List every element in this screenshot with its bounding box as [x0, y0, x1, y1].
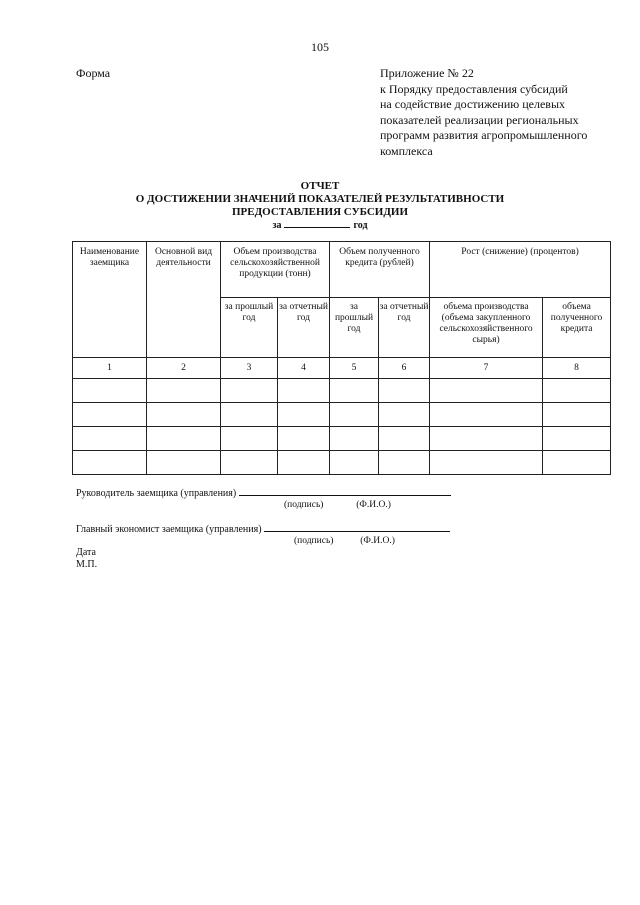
header-production-volume: Объем производства сельскохозяйственной продукции (тонн): [221, 242, 330, 298]
table-cell[interactable]: [543, 451, 611, 475]
table-cell[interactable]: [430, 379, 543, 403]
head-signature-block: [76, 486, 451, 510]
column-number: 1: [73, 358, 147, 379]
annex-line: комплекса: [380, 143, 433, 158]
table-cell[interactable]: [330, 403, 379, 427]
table-cell[interactable]: [278, 427, 330, 451]
head-signature-label: Руководитель заемщика (управления): [76, 488, 237, 499]
title-line-2: О ДОСТИЖЕНИИ ЗНАЧЕНИЙ ПОКАЗАТЕЛЕЙ РЕЗУЛЬТАТИВНОСТИ: [135, 193, 505, 205]
head-signature-line[interactable]: [239, 486, 451, 496]
table-cell[interactable]: [147, 451, 221, 475]
seal-label: М.П.: [76, 559, 98, 570]
form-label: Форма: [76, 66, 111, 80]
table-cell[interactable]: [379, 379, 430, 403]
header-borrower-name: Наименование заемщика: [73, 242, 147, 358]
column-number: 4: [278, 358, 330, 379]
footer-block: [76, 547, 97, 571]
header-production-prev-year: за прошлый год: [221, 298, 278, 358]
header-growth-production: объема производства (объема закупленного сельскохозяйственного сырья): [430, 298, 543, 358]
table-cell[interactable]: [73, 403, 147, 427]
report-title: [0, 180, 640, 232]
annex-line: на содействие достижению целевых: [380, 97, 566, 111]
header-main-activity: Основной вид деятельности: [147, 242, 221, 358]
table-row: [73, 403, 611, 427]
column-number: 3: [221, 358, 278, 379]
title-line-1: ОТЧЕТ: [300, 180, 340, 192]
table-cell[interactable]: [430, 427, 543, 451]
title-line-3: ПРЕДОСТАВЛЕНИЯ СУБСИДИИ: [231, 206, 409, 218]
column-number: 5: [330, 358, 379, 379]
table-row: [73, 451, 611, 475]
page-number: 105: [311, 40, 329, 54]
date-label: Дата: [76, 547, 96, 558]
table-cell[interactable]: [430, 403, 543, 427]
header-credit-volume: Объем полученного кредита (рублей): [330, 242, 430, 298]
name-caption: (Ф.И.О.): [356, 500, 391, 510]
annex-block: [380, 66, 630, 159]
table-cell[interactable]: [221, 403, 278, 427]
table-cell[interactable]: [147, 403, 221, 427]
table-cell[interactable]: [73, 427, 147, 451]
annex-line: к Порядку предоставления субсидий: [380, 81, 568, 96]
table-cell[interactable]: [379, 451, 430, 475]
table-cell[interactable]: [221, 379, 278, 403]
table-cell[interactable]: [147, 427, 221, 451]
report-table: [72, 241, 611, 475]
economist-signature-block: [76, 522, 450, 546]
header-production-report-year: за отчетный год: [278, 298, 330, 358]
column-number: 6: [379, 358, 430, 379]
table-row: [73, 379, 611, 403]
table-cell[interactable]: [543, 403, 611, 427]
za-label: за: [272, 220, 282, 231]
table-cell[interactable]: [430, 451, 543, 475]
annex-line: Приложение № 22: [380, 66, 474, 80]
annex-line: показателей реализации региональных: [380, 112, 579, 127]
column-number: 8: [543, 358, 611, 379]
table-cell[interactable]: [330, 427, 379, 451]
annex-line: программ развития агропромышленного: [380, 128, 588, 142]
table-cell[interactable]: [543, 379, 611, 403]
table-cell[interactable]: [278, 451, 330, 475]
table-cell[interactable]: [73, 379, 147, 403]
report-year-line: [0, 219, 640, 232]
table-row: [73, 427, 611, 451]
table-cell[interactable]: [221, 427, 278, 451]
economist-signature-label: Главный экономист заемщика (управления): [76, 524, 262, 535]
table-cell[interactable]: [221, 451, 278, 475]
column-number: 7: [430, 358, 543, 379]
economist-signature-line[interactable]: [264, 522, 450, 532]
table-cell[interactable]: [330, 451, 379, 475]
table-cell[interactable]: [543, 427, 611, 451]
table-cell[interactable]: [330, 379, 379, 403]
table-cell[interactable]: [278, 403, 330, 427]
header-growth-credit: объема полученного кредита: [543, 298, 611, 358]
column-number: 2: [147, 358, 221, 379]
table-cell[interactable]: [379, 427, 430, 451]
name-caption: (Ф.И.О.): [360, 536, 395, 546]
table-cell[interactable]: [147, 379, 221, 403]
sign-caption: (подпись): [294, 536, 334, 546]
table-cell[interactable]: [73, 451, 147, 475]
header-credit-report-year: за отчетный год: [379, 298, 430, 358]
table-cell[interactable]: [379, 403, 430, 427]
sign-caption: (подпись): [284, 500, 324, 510]
column-number-row: [73, 358, 611, 379]
header-credit-prev-year: за прошлый год: [330, 298, 379, 358]
year-blank-field[interactable]: [284, 219, 350, 228]
table-cell[interactable]: [278, 379, 330, 403]
header-growth: Рост (снижение) (процентов): [430, 242, 611, 298]
god-label: год: [353, 220, 368, 231]
